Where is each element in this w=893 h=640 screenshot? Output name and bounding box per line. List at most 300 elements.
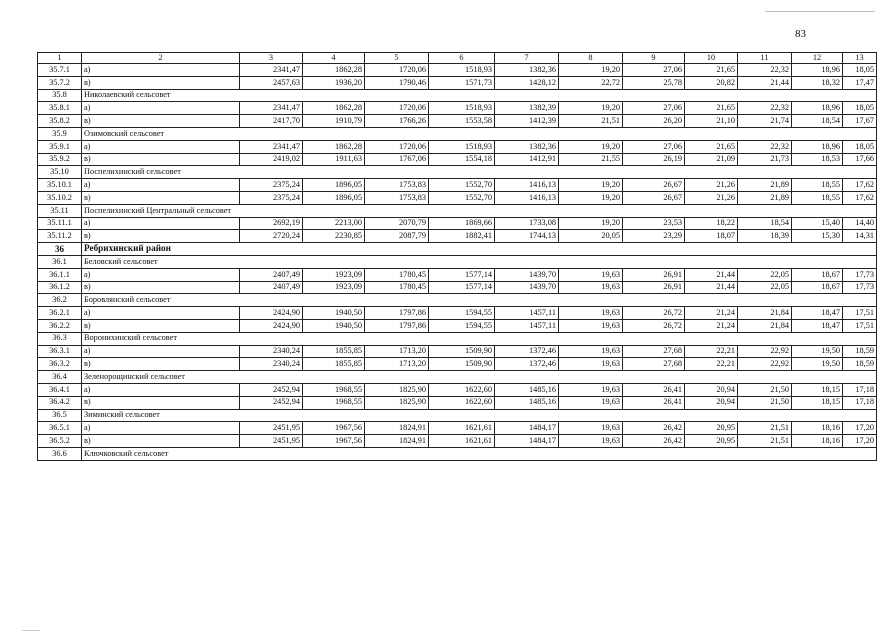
value-cell: 21,09 <box>685 153 738 166</box>
row-label: в) <box>82 76 240 89</box>
row-code: 36.1.1 <box>38 268 82 281</box>
value-cell: 22,21 <box>685 345 738 358</box>
value-cell: 21,51 <box>738 435 792 448</box>
row-label: а) <box>82 179 240 192</box>
row-label: а) <box>82 307 240 320</box>
column-header: 10 <box>685 53 738 64</box>
column-header: 12 <box>792 53 843 64</box>
value-cell: 1484,17 <box>495 422 559 435</box>
value-cell: 1428,12 <box>495 76 559 89</box>
table-row <box>38 230 877 243</box>
value-cell: 22,72 <box>559 76 623 89</box>
value-cell: 18,54 <box>792 115 843 128</box>
tariff-table <box>37 52 877 461</box>
row-code: 35.10 <box>38 166 82 179</box>
value-cell: 18,55 <box>792 191 843 204</box>
value-cell: 18,05 <box>843 64 877 77</box>
value-cell: 18,96 <box>792 102 843 115</box>
value-cell: 2213,00 <box>303 217 365 230</box>
value-cell: 1372,46 <box>495 345 559 358</box>
row-label: в) <box>82 153 240 166</box>
value-cell: 1571,73 <box>429 76 495 89</box>
value-cell: 27,06 <box>623 140 685 153</box>
value-cell: 2407,49 <box>240 268 303 281</box>
table-row <box>38 268 877 281</box>
value-cell: 18,16 <box>792 422 843 435</box>
value-cell: 1767,06 <box>365 153 429 166</box>
value-cell: 1382,36 <box>495 140 559 153</box>
value-cell: 19,63 <box>559 268 623 281</box>
value-cell: 20,94 <box>685 383 738 396</box>
row-label: Поспелихинский сельсовет <box>82 166 877 179</box>
value-cell: 21,51 <box>559 115 623 128</box>
row-code: 35.10.2 <box>38 191 82 204</box>
value-cell: 19,63 <box>559 396 623 409</box>
value-cell: 1720,06 <box>365 64 429 77</box>
value-cell: 26,67 <box>623 179 685 192</box>
value-cell: 1416,13 <box>495 179 559 192</box>
district-row <box>38 243 877 256</box>
section-row <box>38 255 877 268</box>
value-cell: 18,53 <box>792 153 843 166</box>
value-cell: 2341,47 <box>240 140 303 153</box>
value-cell: 19,63 <box>559 422 623 435</box>
row-code: 35.7.1 <box>38 64 82 77</box>
value-cell: 27,68 <box>623 358 685 371</box>
value-cell: 14,31 <box>843 230 877 243</box>
row-label: а) <box>82 64 240 77</box>
value-cell: 26,20 <box>623 115 685 128</box>
value-cell: 18,96 <box>792 64 843 77</box>
value-cell: 18,32 <box>792 76 843 89</box>
row-label: а) <box>82 345 240 358</box>
value-cell: 1621,61 <box>429 435 495 448</box>
section-row <box>38 409 877 422</box>
value-cell: 22,32 <box>738 140 792 153</box>
row-label: Боровлянский сельсовет <box>82 294 877 307</box>
value-cell: 1552,70 <box>429 191 495 204</box>
value-cell: 1940,50 <box>303 307 365 320</box>
value-cell: 1855,85 <box>303 345 365 358</box>
section-row <box>38 89 877 102</box>
value-cell: 1824,91 <box>365 422 429 435</box>
value-cell: 17,62 <box>843 179 877 192</box>
value-cell: 1882,41 <box>429 230 495 243</box>
value-cell: 19,20 <box>559 217 623 230</box>
row-code: 35.11.2 <box>38 230 82 243</box>
row-code: 36.5 <box>38 409 82 422</box>
value-cell: 1824,91 <box>365 435 429 448</box>
table-row <box>38 76 877 89</box>
row-label: Воронихинский сельсовет <box>82 332 877 345</box>
section-row <box>38 294 877 307</box>
section-row <box>38 371 877 384</box>
value-cell: 20,95 <box>685 435 738 448</box>
value-cell: 18,39 <box>738 230 792 243</box>
value-cell: 21,55 <box>559 153 623 166</box>
value-cell: 1552,70 <box>429 179 495 192</box>
value-cell: 19,63 <box>559 435 623 448</box>
row-code: 35.9.1 <box>38 140 82 153</box>
value-cell: 1923,09 <box>303 268 365 281</box>
value-cell: 1412,91 <box>495 153 559 166</box>
row-code: 35.11.1 <box>38 217 82 230</box>
row-label: в) <box>82 358 240 371</box>
value-cell: 2424,90 <box>240 307 303 320</box>
value-cell: 17,62 <box>843 191 877 204</box>
value-cell: 1457,11 <box>495 319 559 332</box>
value-cell: 22,32 <box>738 102 792 115</box>
row-label: а) <box>82 217 240 230</box>
value-cell: 2341,47 <box>240 64 303 77</box>
value-cell: 26,42 <box>623 435 685 448</box>
value-cell: 1484,17 <box>495 435 559 448</box>
value-cell: 1967,56 <box>303 422 365 435</box>
table-row <box>38 383 877 396</box>
table-row <box>38 281 877 294</box>
value-cell: 21,10 <box>685 115 738 128</box>
column-header: 4 <box>303 53 365 64</box>
value-cell: 1968,55 <box>303 383 365 396</box>
value-cell: 14,40 <box>843 217 877 230</box>
value-cell: 1553,58 <box>429 115 495 128</box>
value-cell: 1577,14 <box>429 281 495 294</box>
value-cell: 2452,94 <box>240 383 303 396</box>
value-cell: 18,96 <box>792 140 843 153</box>
row-label: а) <box>82 422 240 435</box>
value-cell: 1439,70 <box>495 268 559 281</box>
value-cell: 2419,02 <box>240 153 303 166</box>
row-code: 35.7.2 <box>38 76 82 89</box>
value-cell: 21,65 <box>685 102 738 115</box>
value-cell: 1485,16 <box>495 383 559 396</box>
row-code: 36.1 <box>38 255 82 268</box>
value-cell: 1509,90 <box>429 345 495 358</box>
value-cell: 19,63 <box>559 358 623 371</box>
value-cell: 1577,14 <box>429 268 495 281</box>
value-cell: 1797,86 <box>365 319 429 332</box>
value-cell: 19,20 <box>559 140 623 153</box>
row-label: в) <box>82 435 240 448</box>
column-header: 2 <box>82 53 240 64</box>
value-cell: 19,50 <box>792 345 843 358</box>
value-cell: 19,63 <box>559 319 623 332</box>
section-row <box>38 447 877 460</box>
value-cell: 1790,46 <box>365 76 429 89</box>
value-cell: 1780,45 <box>365 268 429 281</box>
value-cell: 19,63 <box>559 281 623 294</box>
column-header: 13 <box>843 53 877 64</box>
value-cell: 18,67 <box>792 281 843 294</box>
value-cell: 17,73 <box>843 268 877 281</box>
row-code: 36 <box>38 243 82 256</box>
value-cell: 1825,90 <box>365 396 429 409</box>
value-cell: 21,84 <box>738 307 792 320</box>
value-cell: 2340,24 <box>240 345 303 358</box>
value-cell: 21,50 <box>738 383 792 396</box>
row-code: 36.4.1 <box>38 383 82 396</box>
value-cell: 18,67 <box>792 268 843 281</box>
value-cell: 26,72 <box>623 307 685 320</box>
value-cell: 1968,55 <box>303 396 365 409</box>
row-label: Беловский сельсовет <box>82 255 877 268</box>
value-cell: 2407,49 <box>240 281 303 294</box>
value-cell: 27,68 <box>623 345 685 358</box>
value-cell: 1382,36 <box>495 64 559 77</box>
value-cell: 1372,46 <box>495 358 559 371</box>
value-cell: 20,95 <box>685 422 738 435</box>
value-cell: 2341,47 <box>240 102 303 115</box>
value-cell: 1869,66 <box>429 217 495 230</box>
value-cell: 1713,20 <box>365 358 429 371</box>
value-cell: 1485,16 <box>495 396 559 409</box>
value-cell: 26,72 <box>623 319 685 332</box>
value-cell: 1733,08 <box>495 217 559 230</box>
value-cell: 19,63 <box>559 345 623 358</box>
row-code: 35.8 <box>38 89 82 102</box>
section-row <box>38 166 877 179</box>
section-row <box>38 204 877 217</box>
table-row <box>38 102 877 115</box>
row-label: Николаевский сельсовет <box>82 89 877 102</box>
row-label: в) <box>82 396 240 409</box>
value-cell: 18,47 <box>792 319 843 332</box>
value-cell: 1936,20 <box>303 76 365 89</box>
value-cell: 17,47 <box>843 76 877 89</box>
value-cell: 1940,50 <box>303 319 365 332</box>
row-label: в) <box>82 115 240 128</box>
value-cell: 1797,86 <box>365 307 429 320</box>
value-cell: 1862,28 <box>303 140 365 153</box>
column-header: 9 <box>623 53 685 64</box>
value-cell: 17,18 <box>843 383 877 396</box>
value-cell: 1622,60 <box>429 396 495 409</box>
value-cell: 23,53 <box>623 217 685 230</box>
value-cell: 27,06 <box>623 102 685 115</box>
value-cell: 21,51 <box>738 422 792 435</box>
value-cell: 25,78 <box>623 76 685 89</box>
value-cell: 26,67 <box>623 191 685 204</box>
row-label: а) <box>82 268 240 281</box>
value-cell: 21,74 <box>738 115 792 128</box>
value-cell: 1923,09 <box>303 281 365 294</box>
value-cell: 1412,39 <box>495 115 559 128</box>
row-code: 36.3 <box>38 332 82 345</box>
value-cell: 2720,24 <box>240 230 303 243</box>
row-label: Ребрихинский район <box>82 243 877 256</box>
value-cell: 1518,93 <box>429 140 495 153</box>
value-cell: 21,44 <box>685 268 738 281</box>
value-cell: 22,32 <box>738 64 792 77</box>
value-cell: 2087,79 <box>365 230 429 243</box>
value-cell: 18,05 <box>843 140 877 153</box>
value-cell: 1509,90 <box>429 358 495 371</box>
value-cell: 1753,83 <box>365 191 429 204</box>
value-cell: 19,20 <box>559 191 623 204</box>
value-cell: 18,55 <box>792 179 843 192</box>
value-cell: 18,16 <box>792 435 843 448</box>
value-cell: 21,89 <box>738 179 792 192</box>
table-row <box>38 179 877 192</box>
row-code: 36.1.2 <box>38 281 82 294</box>
row-label: в) <box>82 319 240 332</box>
value-cell: 2230,85 <box>303 230 365 243</box>
value-cell: 1720,06 <box>365 102 429 115</box>
value-cell: 22,05 <box>738 281 792 294</box>
row-label: Зиминский сельсовет <box>82 409 877 422</box>
value-cell: 20,94 <box>685 396 738 409</box>
value-cell: 1594,55 <box>429 319 495 332</box>
value-cell: 1910,79 <box>303 115 365 128</box>
row-code: 36.4.2 <box>38 396 82 409</box>
value-cell: 19,63 <box>559 383 623 396</box>
page-number: 83 <box>795 28 806 40</box>
value-cell: 18,54 <box>738 217 792 230</box>
value-cell: 22,92 <box>738 345 792 358</box>
value-cell: 1416,13 <box>495 191 559 204</box>
value-cell: 19,20 <box>559 102 623 115</box>
value-cell: 1862,28 <box>303 64 365 77</box>
row-label: а) <box>82 383 240 396</box>
row-label: а) <box>82 102 240 115</box>
value-cell: 1554,18 <box>429 153 495 166</box>
column-header: 3 <box>240 53 303 64</box>
value-cell: 2457,63 <box>240 76 303 89</box>
row-code: 36.2.2 <box>38 319 82 332</box>
value-cell: 21,84 <box>738 319 792 332</box>
row-code: 36.6 <box>38 447 82 460</box>
value-cell: 1825,90 <box>365 383 429 396</box>
table-row <box>38 396 877 409</box>
row-label: а) <box>82 140 240 153</box>
table-row <box>38 435 877 448</box>
value-cell: 21,44 <box>738 76 792 89</box>
row-label: в) <box>82 230 240 243</box>
table-row <box>38 64 877 77</box>
value-cell: 2375,24 <box>240 191 303 204</box>
value-cell: 23,29 <box>623 230 685 243</box>
value-cell: 18,15 <box>792 396 843 409</box>
row-code: 35.9 <box>38 127 82 140</box>
row-code: 36.3.2 <box>38 358 82 371</box>
value-cell: 1766,26 <box>365 115 429 128</box>
value-cell: 1518,93 <box>429 102 495 115</box>
value-cell: 20,82 <box>685 76 738 89</box>
value-cell: 1457,11 <box>495 307 559 320</box>
value-cell: 1621,61 <box>429 422 495 435</box>
value-cell: 18,15 <box>792 383 843 396</box>
table-row <box>38 153 877 166</box>
value-cell: 26,19 <box>623 153 685 166</box>
value-cell: 26,41 <box>623 396 685 409</box>
row-code: 35.10.1 <box>38 179 82 192</box>
value-cell: 18,59 <box>843 358 877 371</box>
value-cell: 1518,93 <box>429 64 495 77</box>
value-cell: 2417,70 <box>240 115 303 128</box>
row-code: 35.8.2 <box>38 115 82 128</box>
value-cell: 17,51 <box>843 319 877 332</box>
value-cell: 1896,05 <box>303 179 365 192</box>
row-code: 36.2.1 <box>38 307 82 320</box>
value-cell: 17,67 <box>843 115 877 128</box>
value-cell: 19,50 <box>792 358 843 371</box>
row-code: 35.11 <box>38 204 82 217</box>
value-cell: 2424,90 <box>240 319 303 332</box>
value-cell: 17,73 <box>843 281 877 294</box>
value-cell: 1594,55 <box>429 307 495 320</box>
value-cell: 1713,20 <box>365 345 429 358</box>
row-label: в) <box>82 191 240 204</box>
value-cell: 1911,63 <box>303 153 365 166</box>
value-cell: 19,20 <box>559 64 623 77</box>
value-cell: 17,51 <box>843 307 877 320</box>
value-cell: 26,91 <box>623 281 685 294</box>
table-row <box>38 345 877 358</box>
value-cell: 2375,24 <box>240 179 303 192</box>
value-cell: 18,05 <box>843 102 877 115</box>
table-row <box>38 115 877 128</box>
table-row <box>38 217 877 230</box>
column-header: 5 <box>365 53 429 64</box>
value-cell: 26,91 <box>623 268 685 281</box>
value-cell: 21,50 <box>738 396 792 409</box>
value-cell: 18,47 <box>792 307 843 320</box>
value-cell: 21,44 <box>685 281 738 294</box>
column-header: 6 <box>429 53 495 64</box>
value-cell: 17,18 <box>843 396 877 409</box>
value-cell: 2070,79 <box>365 217 429 230</box>
value-cell: 15,40 <box>792 217 843 230</box>
table-row <box>38 307 877 320</box>
value-cell: 21,26 <box>685 191 738 204</box>
value-cell: 18,59 <box>843 345 877 358</box>
value-cell: 17,20 <box>843 422 877 435</box>
section-row <box>38 332 877 345</box>
value-cell: 15,30 <box>792 230 843 243</box>
row-label: Озимовский сельсовет <box>82 127 877 140</box>
column-header: 7 <box>495 53 559 64</box>
row-code: 36.5.1 <box>38 422 82 435</box>
row-code: 35.8.1 <box>38 102 82 115</box>
value-cell: 1862,28 <box>303 102 365 115</box>
table-row <box>38 358 877 371</box>
value-cell: 2451,95 <box>240 435 303 448</box>
value-cell: 18,07 <box>685 230 738 243</box>
value-cell: 1753,83 <box>365 179 429 192</box>
value-cell: 2340,24 <box>240 358 303 371</box>
value-cell: 27,06 <box>623 64 685 77</box>
value-cell: 22,92 <box>738 358 792 371</box>
column-header: 8 <box>559 53 623 64</box>
value-cell: 1967,56 <box>303 435 365 448</box>
value-cell: 26,41 <box>623 383 685 396</box>
row-code: 36.2 <box>38 294 82 307</box>
column-header: 11 <box>738 53 792 64</box>
table-row <box>38 422 877 435</box>
row-code: 35.9.2 <box>38 153 82 166</box>
row-label: в) <box>82 281 240 294</box>
value-cell: 1896,05 <box>303 191 365 204</box>
column-header: 1 <box>38 53 82 64</box>
value-cell: 1382,39 <box>495 102 559 115</box>
value-cell: 17,20 <box>843 435 877 448</box>
table-body <box>38 53 877 461</box>
value-cell: 21,65 <box>685 64 738 77</box>
section-row <box>38 127 877 140</box>
value-cell: 21,73 <box>738 153 792 166</box>
value-cell: 1439,70 <box>495 281 559 294</box>
value-cell: 19,20 <box>559 179 623 192</box>
